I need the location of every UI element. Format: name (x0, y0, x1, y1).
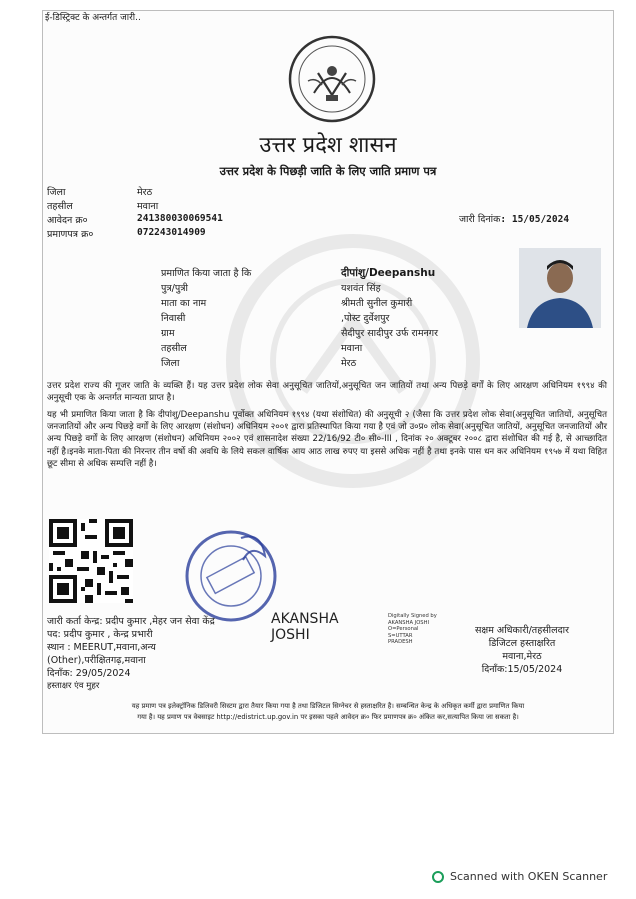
qr-code (49, 519, 133, 603)
scanner-watermark: Scanned with OKEN Scanner (432, 870, 607, 883)
left-info: जिला मेरठ तहसील मवाना आवेदन क्र० 241380030069541 प्रमाणपत्र क्र० 072243014909 (47, 187, 223, 240)
header-note: ई-डिस्ट्रिक्ट के अन्तर्गत जारी.. (45, 13, 141, 23)
applicant-photo (519, 248, 601, 328)
official-stamp-icon (181, 526, 281, 626)
signer-name: AKANSHA JOSHI (271, 611, 339, 643)
up-emblem-seal (286, 33, 378, 125)
person-details: प्रमाणित किया जाता है कि दीपांशु/Deepanshu पुत्र/पुत्री यशवंत सिंह माता का नाम श्रीमती सुनील कुमारी निवासी ,पोस्ट दुर्वेशपुर ग्राम सैदीपुर सादीपुर उर्फ रामनगर तहसील मवाना जिला मेरठ (161, 267, 439, 369)
person-photo-icon (519, 248, 601, 328)
certificate-page (42, 10, 614, 734)
title-main: उत्तर प्रदेश शासन (259, 133, 397, 158)
footer-note-line1: यह प्रमाण पत्र इलेक्ट्रॉनिक डिलिवरी सिस्टम द्वारा तैयार किया गया है तथा डिजिटल सिग्नेचर से हस्ताक्षरित है। सम्बन्धित केन्द्र के अधिकृत कर्मी द्वारा प्रमाणित किया (131, 702, 525, 710)
issue-date: जारी दिनांक: 15/05/2024 (459, 214, 570, 225)
footer-note-line2: गया है। यह प्रमाण पत्र वेबसाइट http://edistrict.up.gov.in पर इसका पहले आवेदन क्र० फिर प्रमाणपत्र क्र० अंकित कर,सत्यापित किया जा सकता है। (137, 713, 519, 721)
para-caste-statement: उत्तर प्रदेश राज्य की गूजर जाति के व्यक्ति हैं। यह उत्तर प्रदेश लोक सेवा अनुसूचित जातियों,अनुसूचित जन जातियों तथा अन्य पिछड़े वर्गों के लिए आरक्षण अधिनियम १९९४ की अनुसूची एक के अन्तर्गत मान्यता प्राप्त है। (47, 381, 607, 404)
digital-signature-note: Digitally Signed by AKANSHA JOSHI O=Personal S=UTTAR PRADESH (388, 613, 437, 645)
title-sub: उत्तर प्रदेश के पिछड़ी जाति के लिए जाति प्रमाण पत्र (219, 164, 437, 178)
issuer-block: जारी कर्ता केन्द्र: प्रदीप कुमार ,मेहर जन सेवा केंद्र पद: प्रदीप कुमार , केन्द्र प्रभारी स्थान : MEERUT,मवाना,अन्य (Other),परीक्षितगढ़,मवाना दिनाँक: 29/05/2024 हस्ताक्षर एंव मुहर (47, 616, 215, 691)
oken-logo-icon (432, 871, 444, 883)
authority-block: सक्षम अधिकारी/तहसीलदार डिजिटल हस्ताक्षरित मवाना,मेरठ दिनाँक:15/05/2024 (475, 625, 569, 675)
para-creamy-layer-statement: यह भी प्रमाणित किया जाता है कि दीपांशु/Deepanshu पूर्वोक्त अधिनियम १९९४ (यथा संशोधित) की अनुसूची २ (जैसा कि उत्तर प्रदेश लोक सेवा(अनुसूचित जातियों, अनुसूचित जनजातियों और अन्य पिछड़े वर्गों के लिए आरक्षण (संशोधन) अधिनियम २००१ द्वारा प्रतिस्थापित किया गया है एवं जो उ०प्र० लोक सेवा(अनुसूचित जातियों, अनुसूचित जनजातियों और अन्य पिछड़े वर्गों के लिए आरक्षण (संशोधन) अधिनियम २००२ एवं शासनादेश संख्या 22/16/92 टी० सी०-III , दिनांक २० अक्टूबर २००८ द्वारा संशोधित की गई है, से आच्छादित नहीं है।इनके माता-पिता की निरन्तर तीन वर्षो की अवधि के लिये सकल वार्षिक आय आठ लाख रुपए या इससे अधिक नहीं है तथा इनके पास धन कर अधिनियम १९५७ में यथा विहित छूट सीमा से अधिक सम्पत्ति नहीं है। (47, 410, 607, 469)
